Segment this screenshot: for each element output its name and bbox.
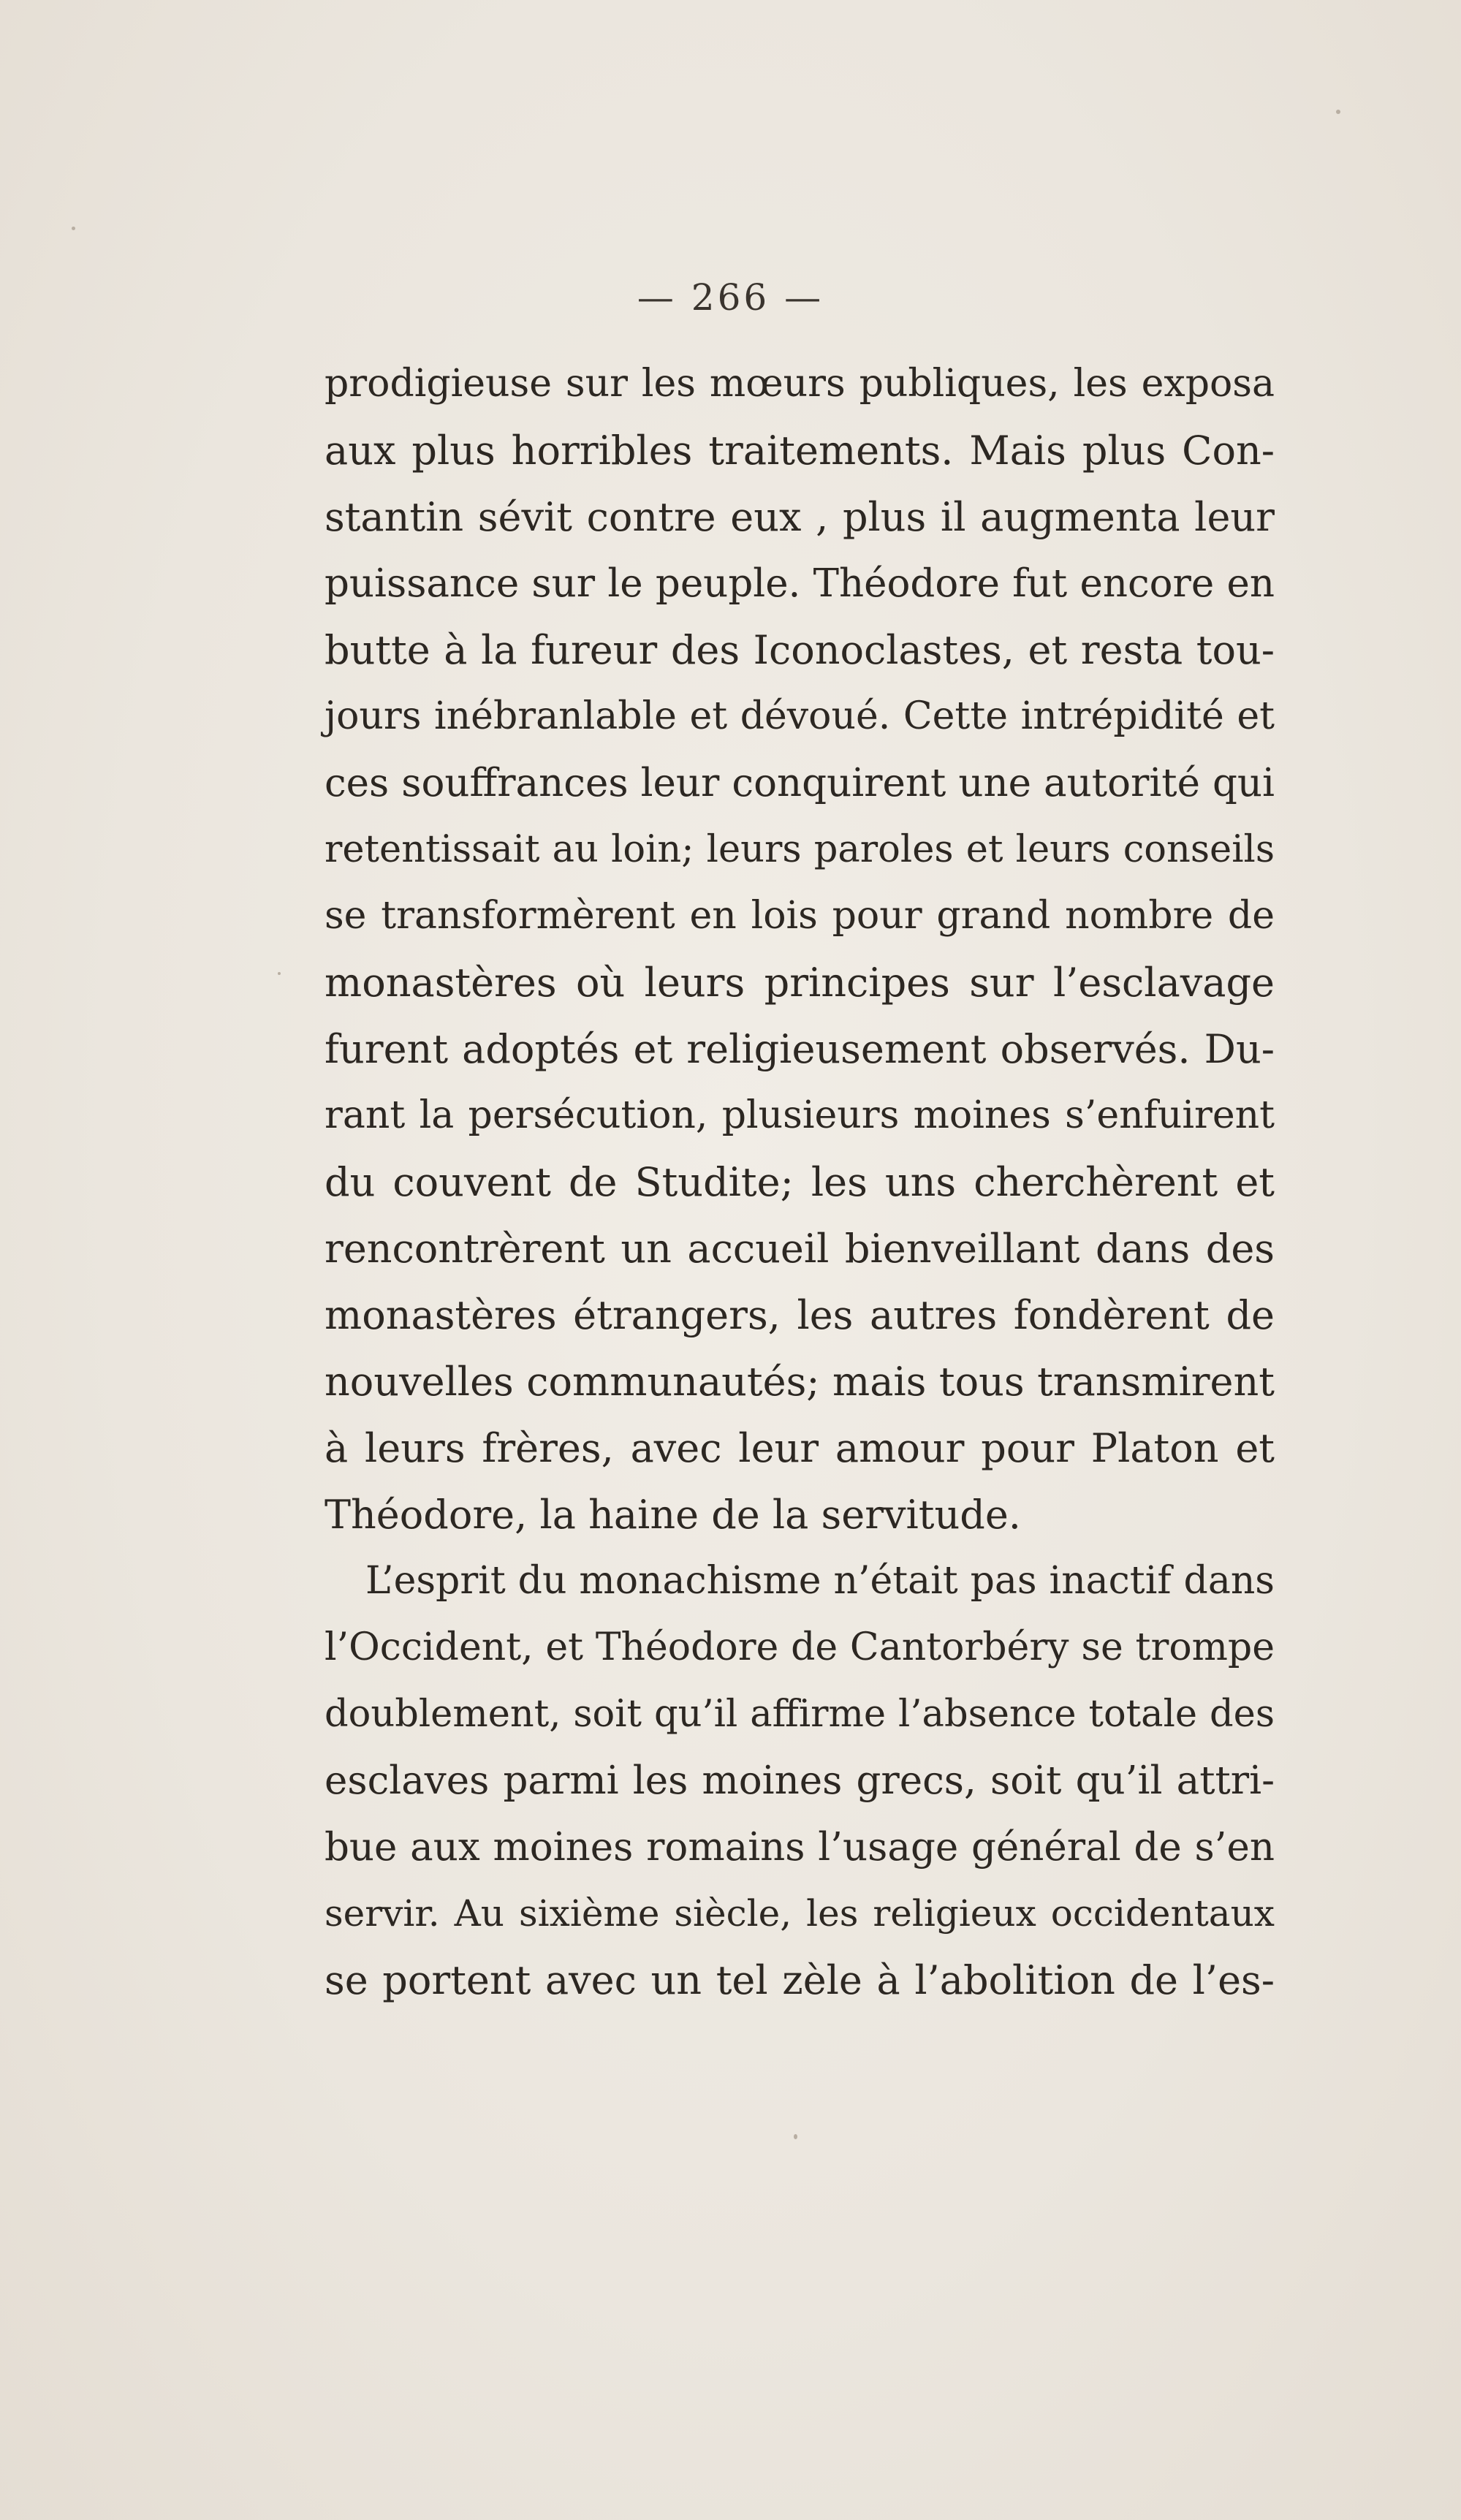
text-line: furent adoptés et religieusement observés. Du- — [325, 1026, 1275, 1072]
text-line: esclaves parmi les moines grecs, soit qu’il attri- — [325, 1758, 1275, 1803]
text-line: aux plus horribles traitements. Mais plus Con- — [325, 428, 1275, 474]
text-line: butte à la fureur des Iconoclastes, et resta tou- — [325, 627, 1275, 673]
text-line: prodigieuse sur les mœurs publiques, les exposa — [325, 362, 1275, 406]
text-line: L’esprit du monachisme n’était pas inactif dans — [365, 1559, 1275, 1603]
page-number: — 266 — — [637, 276, 824, 319]
paper-speck — [278, 972, 281, 975]
text-line: puissance sur le peuple. Théodore fut encore en — [325, 561, 1275, 606]
text-line: servir. Au sixième siècle, les religieux occidentaux — [325, 1892, 1275, 1935]
text-line: rant la persécution, plusieurs moines s’enfuirent — [325, 1093, 1275, 1137]
paper-speck — [1336, 110, 1340, 114]
text-line: monastères où leurs principes sur l’esclavage — [325, 960, 1275, 1006]
paper-speck — [72, 227, 75, 230]
text-line: Théodore, la haine de la servitude. — [325, 1492, 1021, 1538]
text-line: se portent avec un tel zèle à l’abolition de l’es- — [325, 1957, 1275, 2003]
text-line: retentissait au loin; leurs paroles et leurs conseils — [325, 828, 1275, 871]
text-line: l’Occident, et Théodore de Cantorbéry se trompe — [325, 1625, 1275, 1669]
text-line: bue aux moines romains l’usage général de s’en — [325, 1825, 1275, 1870]
text-line: rencontrèrent un accueil bienveillant dans des — [325, 1226, 1275, 1272]
text-line: jours inébranlable et dévoué. Cette intrépidité et — [325, 694, 1275, 738]
text-line: se transformèrent en lois pour grand nombre de — [325, 894, 1275, 938]
text-line: ces souffrances leur conquirent une autorité qui — [325, 761, 1275, 805]
text-line: monastères étrangers, les autres fondèrent de — [325, 1292, 1275, 1338]
paper-speck — [794, 2134, 797, 2139]
body-text — [325, 351, 1275, 2014]
text-line: stantin sévit contre eux , plus il augmenta leur — [325, 494, 1275, 540]
text-line: du couvent de Studite; les uns cherchèrent et — [325, 1159, 1275, 1205]
text-line: nouvelles communautés; mais tous transmirent — [325, 1359, 1275, 1405]
text-line: à leurs frères, avec leur amour pour Platon et — [325, 1425, 1275, 1471]
text-line: doublement, soit qu’il affirme l’absence totale des — [325, 1693, 1275, 1736]
